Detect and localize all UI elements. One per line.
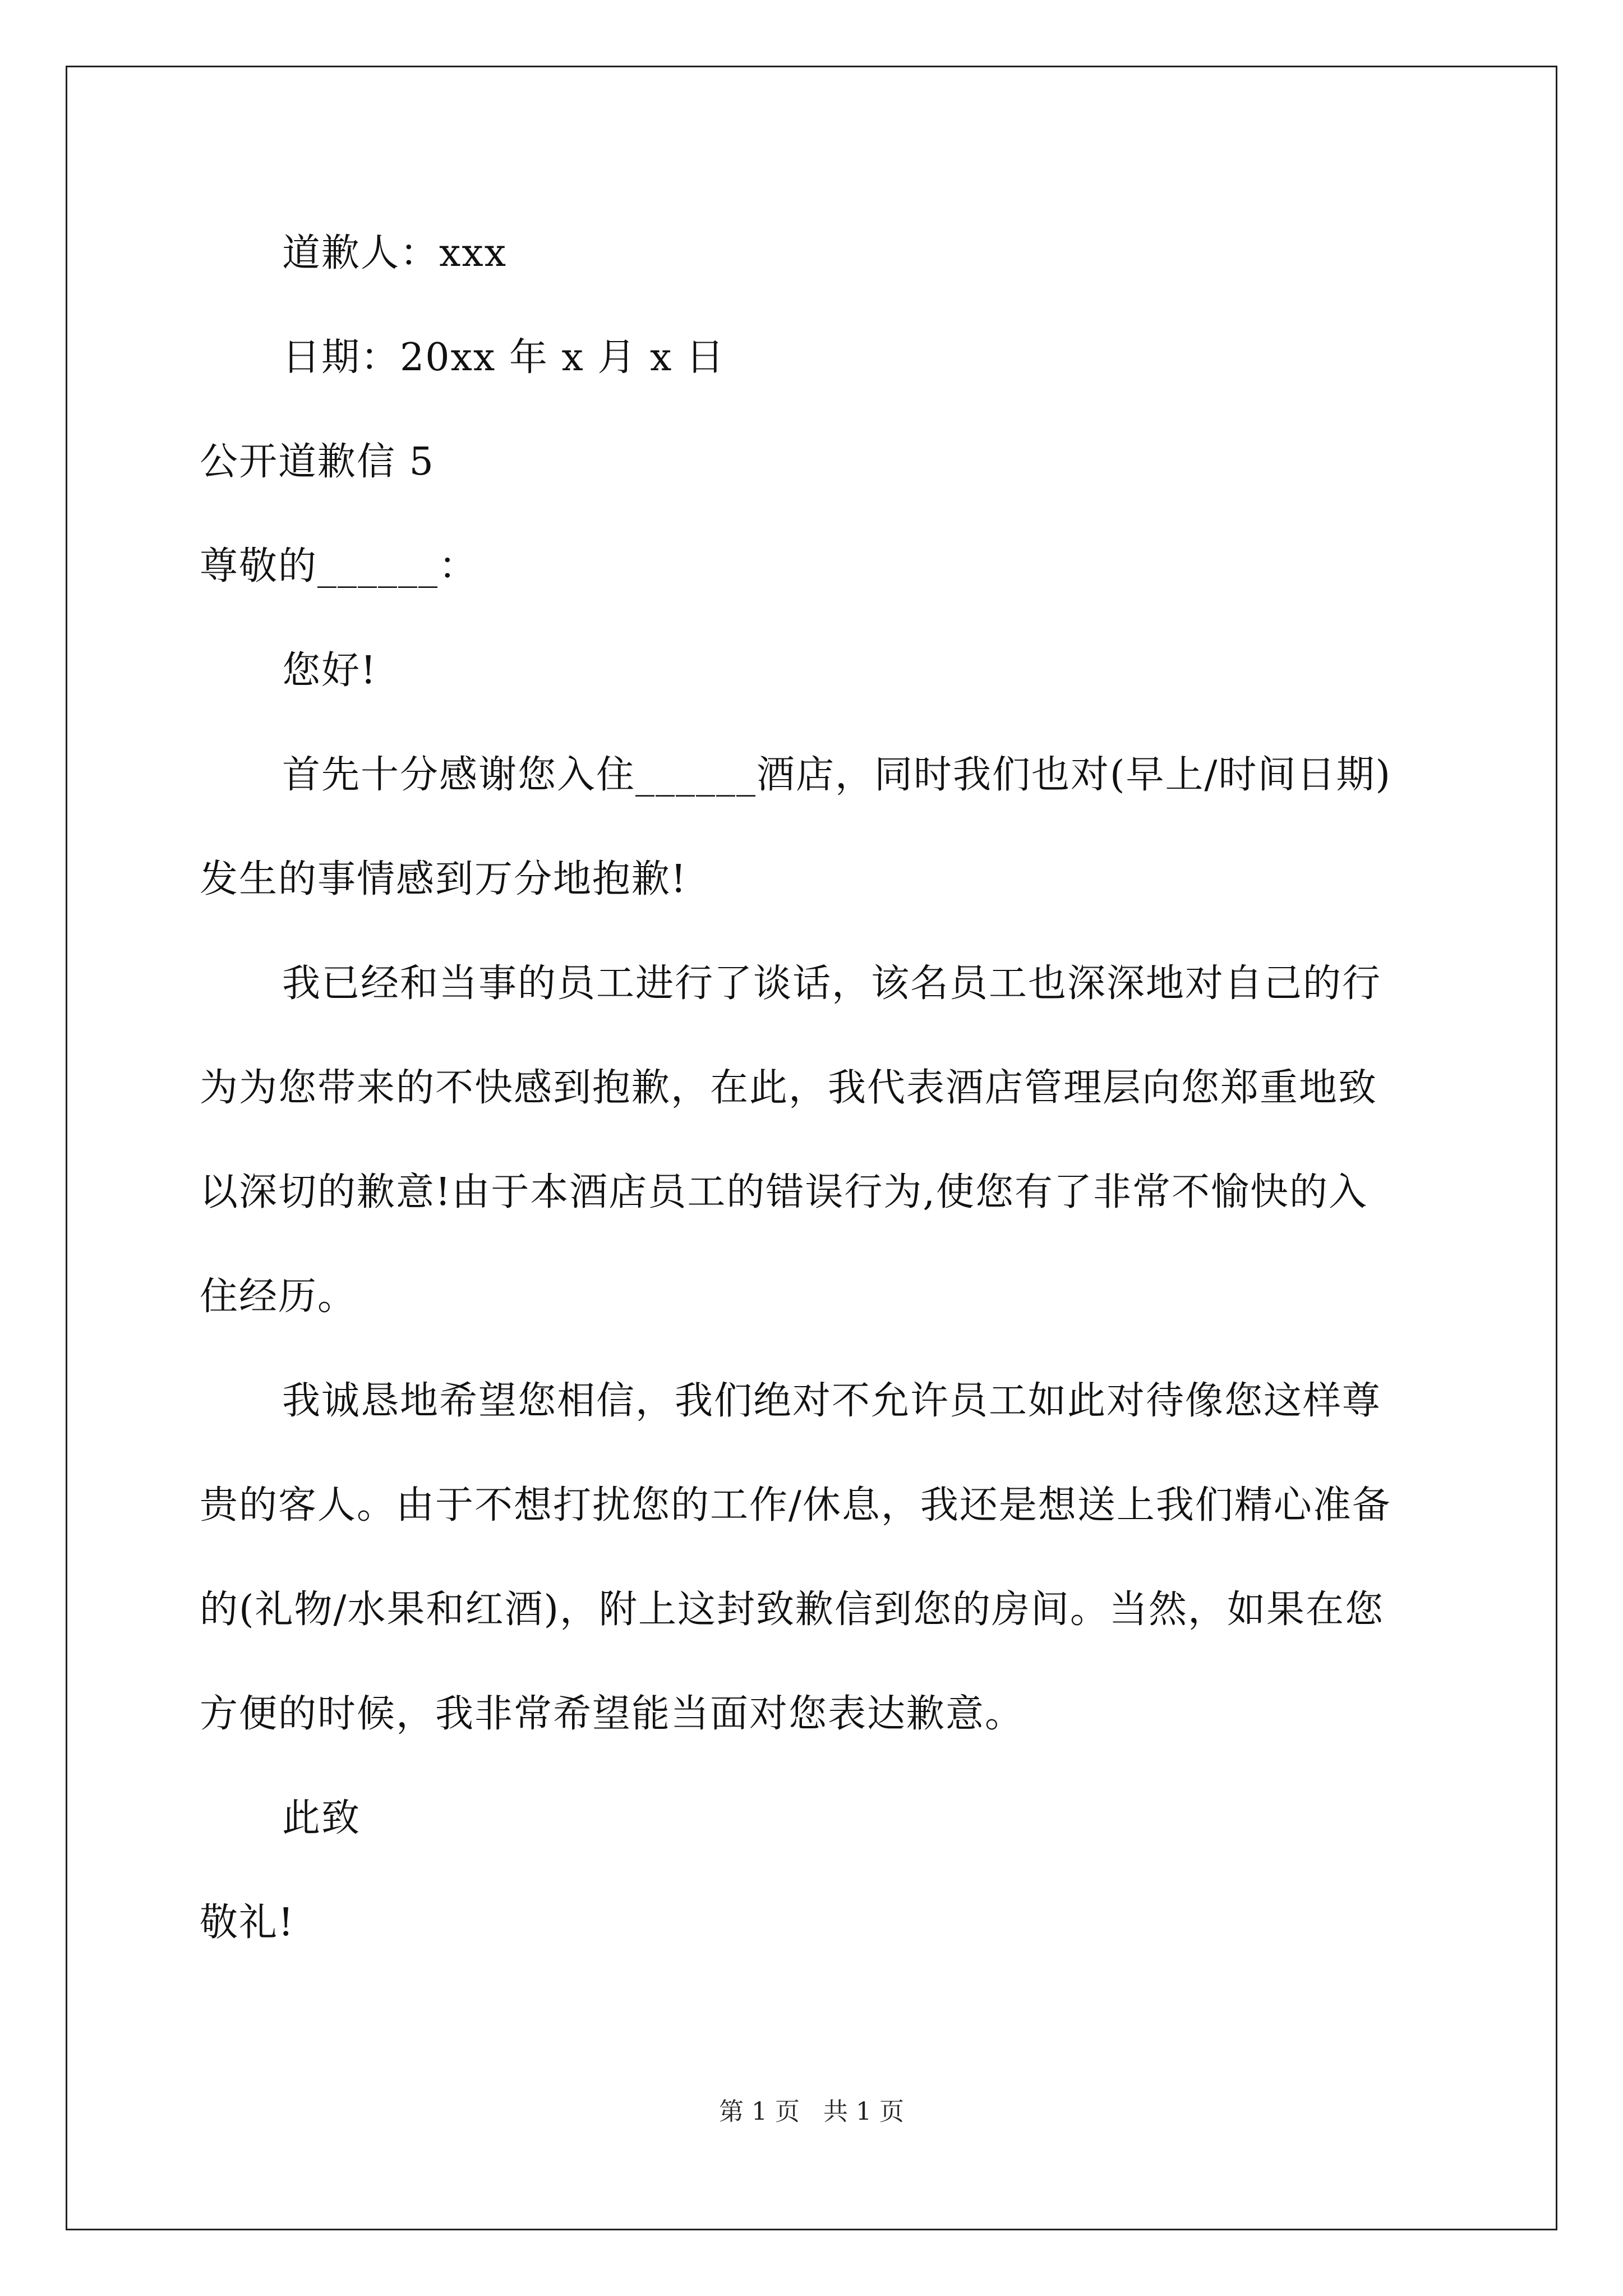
paragraph-2-line: 为为您带来的不快感到抱歉，在此，我代表酒店管理层向您郑重地致 (200, 1066, 1378, 1110)
greeting: 您好! (282, 648, 377, 693)
paragraph-2-line: 住经历。 (200, 1274, 357, 1319)
paragraph-2-line: 我已经和当事的员工进行了谈话，该名员工也深深地对自己的行 (282, 961, 1382, 1006)
paragraph-3-line: 的(礼物/水果和红酒)，附上这封致歉信到您的房间。当然，如果在您 (200, 1588, 1384, 1632)
date-line: 日期：20xx 年 x 月 x 日 (282, 335, 726, 380)
paragraph-1-line: 发生的事情感到万分地抱歉! (200, 857, 688, 901)
regards: 敬礼! (200, 1901, 295, 1945)
closing: 此致 (282, 1796, 361, 1841)
salutation: 尊敬的______： (200, 544, 478, 588)
paragraph-1-line: 首先十分感谢您入住______酒店，同时我们也对(早上/时间日期) (282, 753, 1391, 797)
paragraph-3-line: 方便的时候，我非常希望能当面对您表达歉意。 (200, 1692, 1025, 1736)
apologizer-line: 道歉人：xxx (282, 231, 508, 275)
paragraph-3-line: 贵的客人。由于不想打扰您的工作/休息，我还是想送上我们精心准备 (200, 1483, 1391, 1527)
paragraph-2-line: 以深切的歉意!由于本酒店员工的错误行为,使您有了非常不愉快的入 (200, 1170, 1368, 1214)
letter-title: 公开道歉信 5 (200, 440, 435, 484)
page-number: 第 1 页 共 1 页 (719, 2097, 904, 2126)
paragraph-3-line: 我诚恳地希望您相信，我们绝对不允许员工如此对待像您这样尊 (282, 1379, 1382, 1423)
